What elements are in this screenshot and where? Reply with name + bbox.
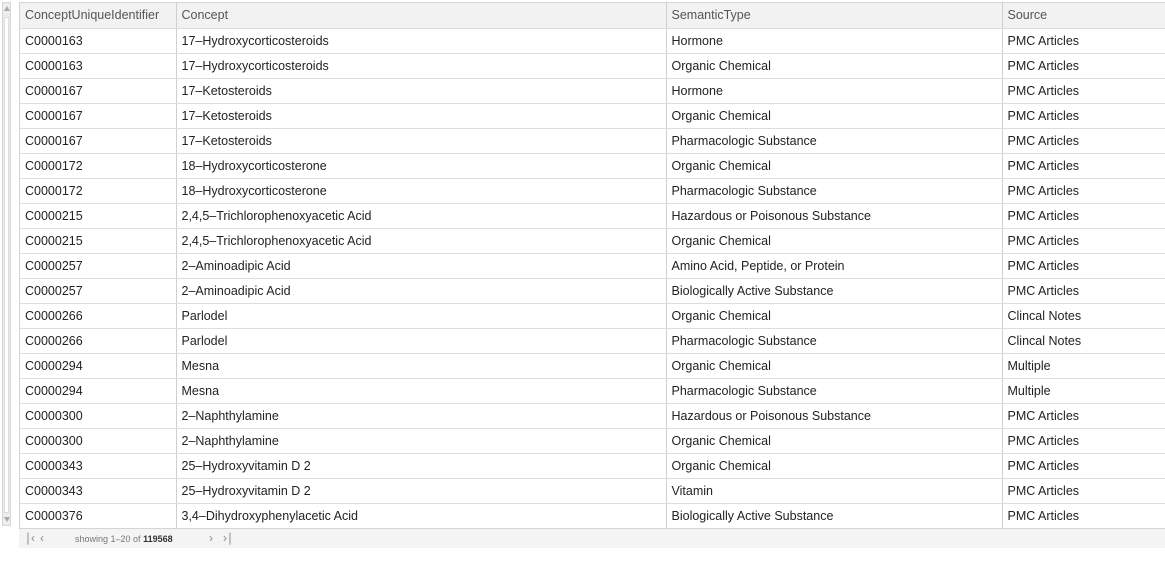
cell-source: Clincal Notes (1002, 328, 1165, 353)
cell-source: Clincal Notes (1002, 303, 1165, 328)
cell-concept-unique-identifier: C0000300 (20, 403, 176, 428)
cell-concept-unique-identifier: C0000172 (20, 153, 176, 178)
table-row[interactable] (20, 303, 1165, 328)
cell-concept: 2–Aminoadipic Acid (176, 253, 666, 278)
cell-semantic-type: Organic Chemical (666, 53, 1002, 78)
cell-source: PMC Articles (1002, 503, 1165, 528)
table-row[interactable] (20, 428, 1165, 453)
first-page-icon[interactable]: ∣‹ (25, 531, 35, 545)
pagination-bar (19, 528, 1165, 548)
cell-concept-unique-identifier: C0000167 (20, 78, 176, 103)
cell-concept-unique-identifier: C0000163 (20, 28, 176, 53)
cell-concept-unique-identifier: C0000376 (20, 503, 176, 528)
cell-concept-unique-identifier: C0000163 (20, 53, 176, 78)
table-row[interactable] (20, 328, 1165, 353)
cell-semantic-type: Hormone (666, 28, 1002, 53)
vertical-scrollbar[interactable] (2, 2, 11, 526)
cell-concept: 18–Hydroxycorticosterone (176, 153, 666, 178)
cell-source: Multiple (1002, 378, 1165, 403)
cell-semantic-type: Biologically Active Substance (666, 503, 1002, 528)
table-row[interactable] (20, 103, 1165, 128)
cell-semantic-type: Pharmacologic Substance (666, 178, 1002, 203)
cell-concept-unique-identifier: C0000294 (20, 353, 176, 378)
cell-semantic-type: Pharmacologic Substance (666, 128, 1002, 153)
cell-semantic-type: Biologically Active Substance (666, 278, 1002, 303)
table-row[interactable] (20, 78, 1165, 103)
cell-concept: 25–Hydroxyvitamin D 2 (176, 453, 666, 478)
table-row[interactable] (20, 53, 1165, 78)
table-row[interactable] (20, 453, 1165, 478)
cell-concept: 2–Naphthylamine (176, 403, 666, 428)
table-row[interactable] (20, 153, 1165, 178)
cell-concept-unique-identifier: C0000343 (20, 478, 176, 503)
scroll-up-icon[interactable] (4, 6, 10, 11)
cell-concept: 18–Hydroxycorticosterone (176, 178, 666, 203)
cell-concept: 17–Ketosteroids (176, 78, 666, 103)
cell-concept-unique-identifier: C0000294 (20, 378, 176, 403)
table-row[interactable] (20, 403, 1165, 428)
cell-semantic-type: Organic Chemical (666, 153, 1002, 178)
cell-concept-unique-identifier: C0000167 (20, 128, 176, 153)
table-header-row (20, 3, 1165, 28)
cell-concept: 2,4,5–Trichlorophenoxyacetic Acid (176, 228, 666, 253)
cell-source: PMC Articles (1002, 228, 1165, 253)
cell-source: PMC Articles (1002, 478, 1165, 503)
cell-semantic-type: Organic Chemical (666, 228, 1002, 253)
cell-source: PMC Articles (1002, 178, 1165, 203)
cell-source: PMC Articles (1002, 203, 1165, 228)
cell-concept: 25–Hydroxyvitamin D 2 (176, 478, 666, 503)
cell-concept: Mesna (176, 353, 666, 378)
cell-semantic-type: Pharmacologic Substance (666, 328, 1002, 353)
cell-source: PMC Articles (1002, 103, 1165, 128)
cell-source: PMC Articles (1002, 28, 1165, 53)
table-row[interactable] (20, 128, 1165, 153)
pagination-showing-text: showing 1–20 of (75, 534, 141, 544)
cell-concept-unique-identifier: C0000172 (20, 178, 176, 203)
cell-source: PMC Articles (1002, 278, 1165, 303)
cell-concept-unique-identifier: C0000167 (20, 103, 176, 128)
cell-semantic-type: Pharmacologic Substance (666, 378, 1002, 403)
cell-source: Multiple (1002, 353, 1165, 378)
cell-concept-unique-identifier: C0000266 (20, 328, 176, 353)
pagination-status (75, 533, 173, 545)
cell-semantic-type: Hazardous or Poisonous Substance (666, 403, 1002, 428)
cell-concept-unique-identifier: C0000266 (20, 303, 176, 328)
cell-concept: 17–Ketosteroids (176, 103, 666, 128)
cell-concept: 2–Naphthylamine (176, 428, 666, 453)
column-header-source[interactable]: Source (1002, 3, 1165, 28)
cell-concept: 3,4–Dihydroxyphenylacetic Acid (176, 503, 666, 528)
cell-concept-unique-identifier: C0000257 (20, 278, 176, 303)
cell-concept: Parlodel (176, 303, 666, 328)
cell-semantic-type: Organic Chemical (666, 303, 1002, 328)
cell-source: PMC Articles (1002, 153, 1165, 178)
cell-concept-unique-identifier: C0000300 (20, 428, 176, 453)
cell-source: PMC Articles (1002, 428, 1165, 453)
cell-concept: 2,4,5–Trichlorophenoxyacetic Acid (176, 203, 666, 228)
table-row[interactable] (20, 178, 1165, 203)
cell-semantic-type: Organic Chemical (666, 428, 1002, 453)
table-body (20, 28, 1165, 528)
cell-semantic-type: Organic Chemical (666, 453, 1002, 478)
column-header-concept-unique-identifier[interactable]: ConceptUniqueIdentifier (20, 3, 176, 28)
scrollbar-thumb[interactable] (4, 17, 9, 513)
table-row[interactable] (20, 253, 1165, 278)
pagination-total-count: 119568 (143, 534, 173, 544)
table-row[interactable] (20, 478, 1165, 503)
cell-source: PMC Articles (1002, 453, 1165, 478)
previous-page-icon[interactable]: ‹ (40, 531, 44, 545)
data-table (20, 3, 1165, 529)
cell-source: PMC Articles (1002, 53, 1165, 78)
data-table-container (19, 2, 1165, 528)
table-row[interactable] (20, 353, 1165, 378)
cell-semantic-type: Hazardous or Poisonous Substance (666, 203, 1002, 228)
cell-concept-unique-identifier: C0000215 (20, 228, 176, 253)
cell-source: PMC Articles (1002, 78, 1165, 103)
cell-concept-unique-identifier: C0000257 (20, 253, 176, 278)
cell-concept-unique-identifier: C0000343 (20, 453, 176, 478)
next-page-icon[interactable]: › (209, 531, 213, 545)
cell-concept: Parlodel (176, 328, 666, 353)
cell-semantic-type: Organic Chemical (666, 353, 1002, 378)
cell-concept: 17–Hydroxycorticosteroids (176, 53, 666, 78)
cell-concept: 2–Aminoadipic Acid (176, 278, 666, 303)
cell-semantic-type: Hormone (666, 78, 1002, 103)
cell-concept-unique-identifier: C0000215 (20, 203, 176, 228)
cell-concept: 17–Ketosteroids (176, 128, 666, 153)
last-page-icon[interactable]: ›∣ (223, 531, 233, 545)
cell-source: PMC Articles (1002, 253, 1165, 278)
scroll-down-icon[interactable] (4, 517, 10, 522)
table-row[interactable] (20, 28, 1165, 53)
table-row[interactable] (20, 278, 1165, 303)
cell-concept: 17–Hydroxycorticosteroids (176, 28, 666, 53)
cell-semantic-type: Organic Chemical (666, 103, 1002, 128)
table-row[interactable] (20, 378, 1165, 403)
column-header-concept[interactable]: Concept (176, 3, 666, 28)
cell-concept: Mesna (176, 378, 666, 403)
cell-semantic-type: Amino Acid, Peptide, or Protein (666, 253, 1002, 278)
table-row[interactable] (20, 503, 1165, 528)
cell-source: PMC Articles (1002, 128, 1165, 153)
column-header-semantic-type[interactable]: SemanticType (666, 3, 1002, 28)
table-row[interactable] (20, 228, 1165, 253)
table-row[interactable] (20, 203, 1165, 228)
cell-source: PMC Articles (1002, 403, 1165, 428)
cell-semantic-type: Vitamin (666, 478, 1002, 503)
